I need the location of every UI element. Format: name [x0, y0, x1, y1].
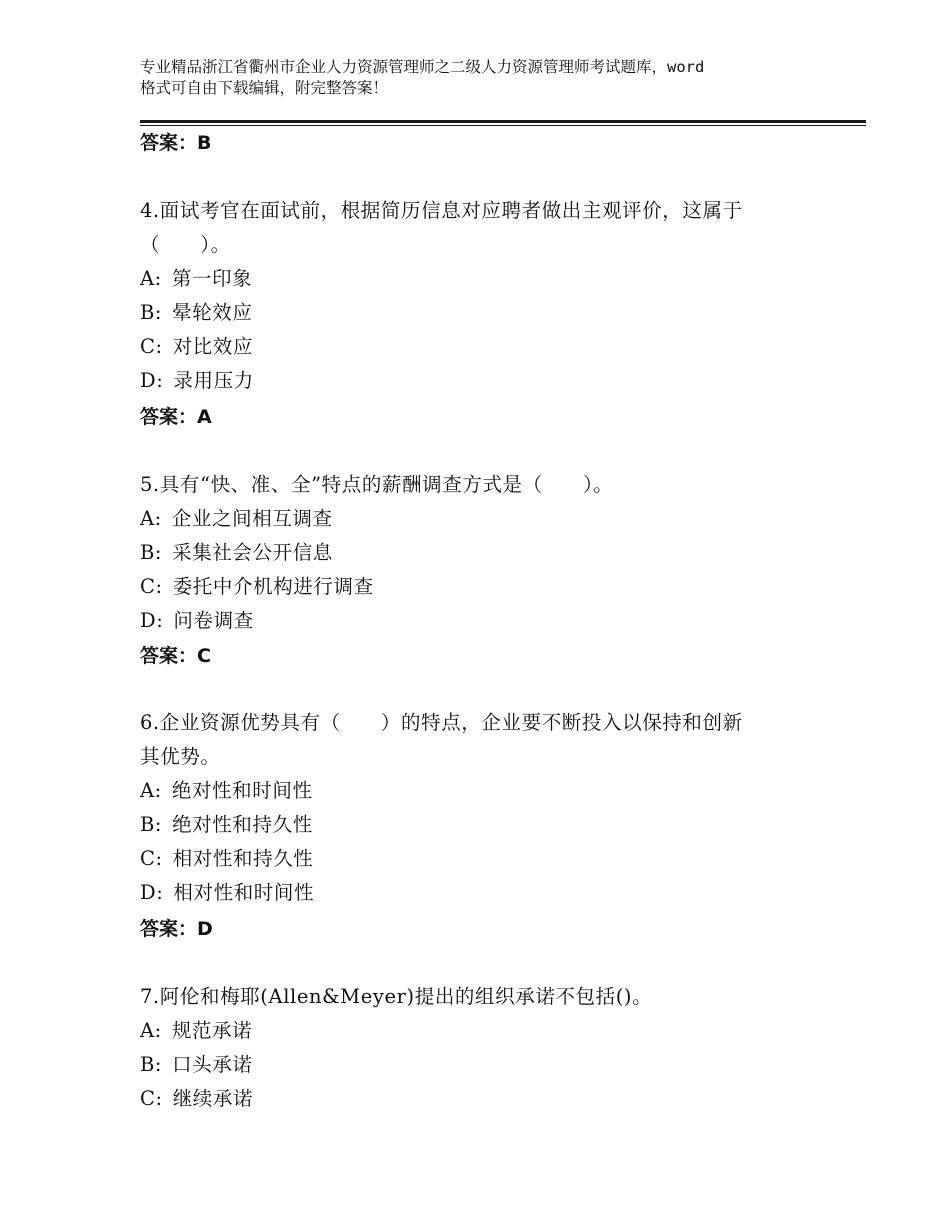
option-d [140, 880, 314, 906]
option-key: B: [140, 301, 163, 324]
option-key: B: [140, 813, 163, 836]
header-line-1: 专业精品浙江省衢州市企业人力资源管理师之二级人力资源管理师考试题库，word [140, 58, 705, 76]
question-stem-continued: （ ）。 [140, 233, 231, 256]
option-key: C: [140, 575, 163, 598]
header-divider-thick [140, 120, 866, 123]
answer-label: 答案：D [140, 918, 213, 940]
option-b [140, 540, 333, 566]
document-header [140, 57, 840, 99]
option-key: A: [140, 779, 162, 802]
option-text: 录用压力 [173, 369, 254, 392]
option-key: B: [140, 1053, 163, 1076]
option-a [140, 266, 252, 292]
question-stem-continued: 其优势。 [140, 745, 221, 768]
question-stem: 7.阿伦和梅耶(Allen&Meyer)提出的组织承诺不包括()。 [140, 985, 653, 1008]
option-text: 相对性和持久性 [172, 847, 314, 870]
option-text: 绝对性和时间性 [171, 779, 313, 802]
option-a [140, 506, 333, 532]
question-stem: 6.企业资源优势具有（ ）的特点，企业要不断投入以保持和创新 [140, 711, 743, 734]
option-a [140, 1018, 252, 1044]
previous-answer: 答案：B [140, 132, 212, 154]
option-key: D: [140, 609, 164, 632]
option-b [140, 1052, 253, 1078]
option-a [140, 778, 313, 804]
option-key: B: [140, 541, 163, 564]
option-key: D: [140, 369, 164, 392]
answer-label: 答案：A [140, 406, 212, 428]
option-text: 继续承诺 [172, 1087, 254, 1110]
option-key: A: [140, 267, 162, 290]
option-text: 问卷调查 [173, 609, 254, 632]
option-c [140, 1086, 253, 1112]
option-text: 绝对性和持久性 [172, 813, 313, 836]
question-stem: 5.具有“快、准、全”特点的薪酬调查方式是（ ）。 [140, 473, 614, 496]
option-b [140, 300, 253, 326]
option-key: C: [140, 847, 163, 870]
option-text: 口头承诺 [172, 1053, 253, 1076]
option-key: A: [140, 507, 162, 530]
option-text: 委托中介机构进行调查 [172, 575, 374, 598]
option-text: 第一印象 [171, 267, 253, 290]
option-c [140, 846, 313, 872]
option-text: 晕轮效应 [172, 301, 253, 324]
answer-label: 答案：C [140, 645, 211, 667]
option-text: 采集社会公开信息 [172, 541, 333, 564]
header-line-2: 格式可自由下载编辑，附完整答案！ [140, 79, 389, 97]
option-key: A: [140, 1019, 162, 1042]
option-text: 相对性和时间性 [173, 881, 315, 904]
option-text: 企业之间相互调查 [171, 507, 333, 530]
option-d [140, 608, 254, 634]
option-b [140, 812, 313, 838]
option-key: C: [140, 1087, 163, 1110]
option-d [140, 368, 254, 394]
option-key: C: [140, 335, 163, 358]
option-key: D: [140, 881, 164, 904]
option-c [140, 574, 374, 600]
option-c [140, 334, 253, 360]
question-stem: 4.面试考官在面试前，根据简历信息对应聘者做出主观评价，这属于 [140, 199, 743, 222]
header-divider-thin [140, 125, 866, 126]
option-text: 规范承诺 [171, 1019, 253, 1042]
option-text: 对比效应 [172, 335, 254, 358]
